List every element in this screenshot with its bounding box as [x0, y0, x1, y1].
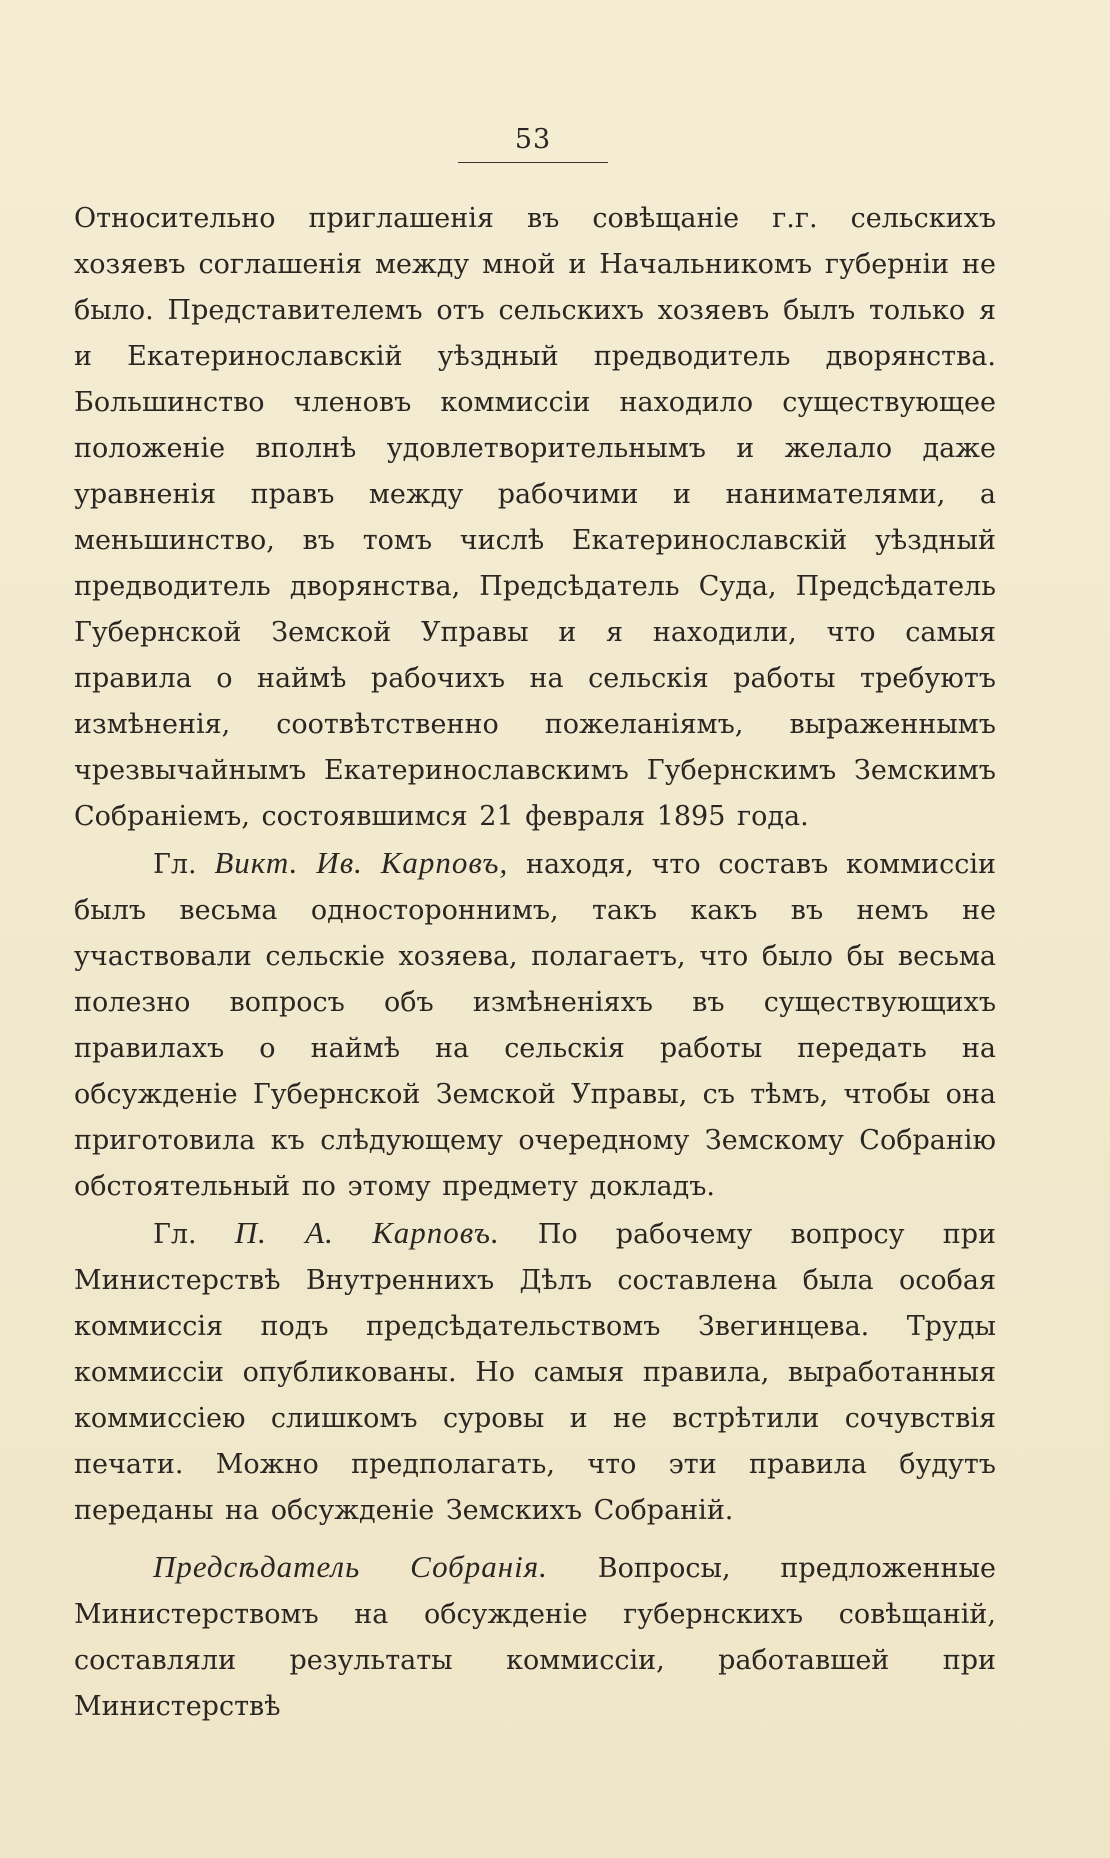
page-number-rule [458, 162, 608, 163]
speaker-name: Предсѣдатель Собранія. [153, 1549, 548, 1584]
paragraph-4-text: Вопросы, предложенные Министерствомъ на обсужденіе губернскихъ совѣщаній, составляли результаты коммиссіи, работавшей при Министерствѣ [74, 1553, 996, 1722]
paragraph-1: Относительно приглашенія въ совѣщаніе г.г. сельскихъ хозяевъ соглашенія между мной и Начальникомъ губерніи не было. Представителемъ отъ сельскихъ хозяевъ былъ только я и Екатеринославскій уѣздный предводитель дворянства. Большинство членовъ коммиссіи находило существующее положеніе вполнѣ удовлетворительнымъ и желало даже уравненія правъ между рабочими и нанимателями, а меньшинство, въ томъ числѣ Екатеринославскій уѣздный предводитель дворянства, Предсѣдатель Суда, Предсѣдатель Губернской Земской Управы и я находили, что самыя правила о наймѣ рабочихъ на сельскія работы требуютъ измѣненія, соотвѣтственно пожеланіямъ, выраженнымъ чрезвычайнымъ Екатеринославскимъ Губернскимъ Земскимъ Собраніемъ, состоявшимся 21 февраля 1895 года. [74, 203, 996, 832]
speaker-name: П. А. Карповъ. [234, 1215, 500, 1250]
paragraph-3-text: По рабочему вопросу при Министерствѣ Внутреннихъ Дѣлъ составлена была особая коммиссія подъ предсѣдательствомъ Звегинцева. Труды коммиссіи опубликованы. Но самыя правила, выработанныя коммиссіею слишкомъ суровы и не встрѣтили сочувствія печати. Можно предполагать, что эти правила будутъ переданы на обсужденіе Земскихъ Собраній. [74, 1219, 996, 1526]
paragraph-4 [74, 1544, 996, 1730]
paragraph-2 [74, 840, 996, 1210]
paragraph-2-text: находя, что составъ коммиссіи былъ весьма одностороннимъ, такъ какъ въ немъ не участвовали сельскіе хозяева, полагаетъ, что было бы весьма полезно вопросъ объ измѣненіяхъ въ существующихъ правилахъ о наймѣ на сельскія работы передать на обсужденіе Губернской Земской Управы, съ тѣмъ, чтобы она приготовила къ слѣдующему очередному Земскому Собранію обстоятельный по этому предмету докладъ. [74, 849, 996, 1202]
page-number: 53 [514, 124, 552, 155]
speaker-name: Викт. Ив. Карповъ, [214, 845, 509, 880]
paragraph-2-prefix: Гл. [153, 849, 215, 880]
paragraph-3-prefix: Гл. [153, 1219, 235, 1250]
body-text [74, 196, 996, 1730]
paragraph-3 [74, 1210, 996, 1534]
